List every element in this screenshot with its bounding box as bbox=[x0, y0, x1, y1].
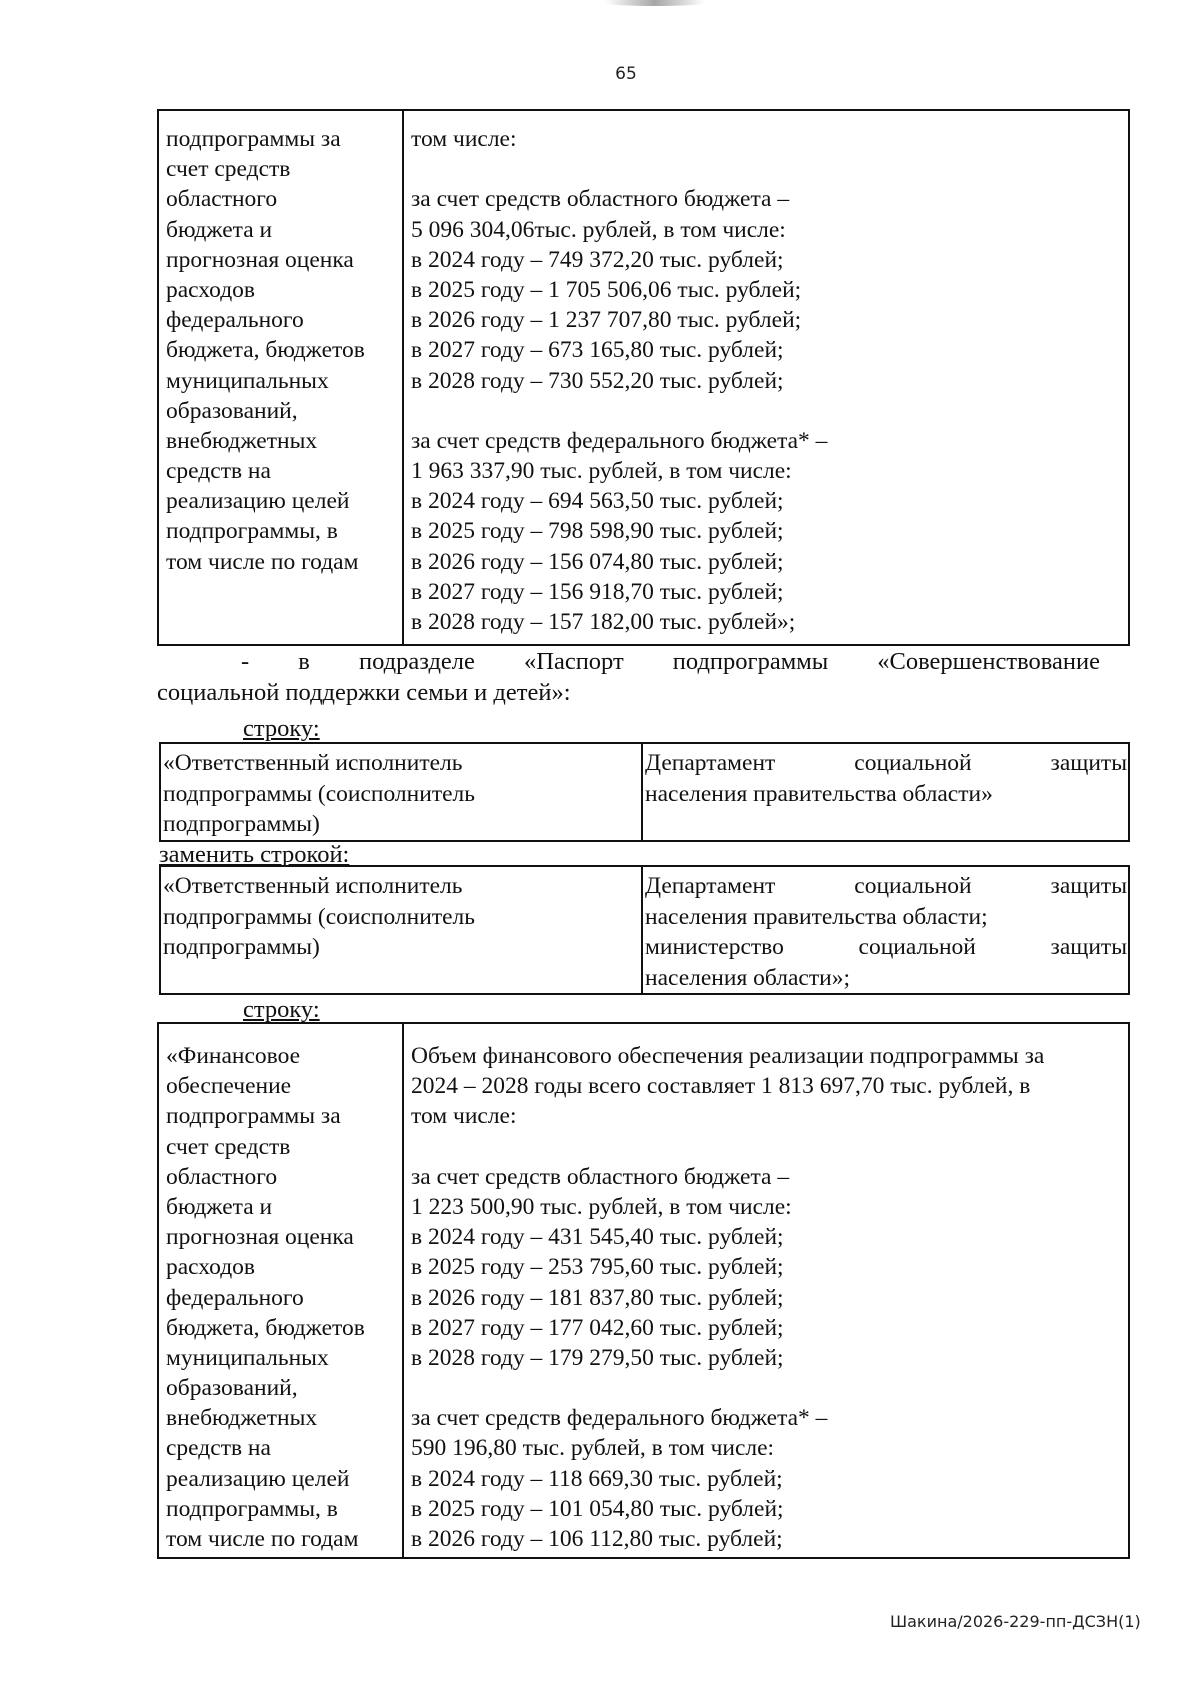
text-line: за счет средств федерального бюджета* – bbox=[411, 427, 828, 454]
text-line: расходов bbox=[166, 276, 256, 303]
executor-table-old bbox=[159, 742, 1130, 842]
text-line: населения области»; bbox=[645, 964, 850, 991]
table-row bbox=[158, 1023, 1129, 1558]
table-row bbox=[158, 110, 1129, 645]
text-line: счет средств bbox=[166, 1133, 291, 1160]
word: - bbox=[241, 648, 250, 675]
word: подпрограммы bbox=[672, 648, 829, 675]
label-replace-row: строку: bbox=[243, 715, 320, 742]
text-line: муниципальных bbox=[166, 367, 329, 394]
text-line: в 2025 году – 101 054,80 тыс. рублей; bbox=[411, 1495, 784, 1522]
text-line: внебюджетных bbox=[166, 427, 318, 454]
word: социальной bbox=[854, 873, 972, 899]
text-line: в 2026 году – 181 837,80 тыс. рублей; bbox=[411, 1284, 784, 1311]
text-line: 1 963 337,90 тыс. рублей, в том числе: bbox=[411, 458, 792, 485]
text-line: в 2027 году – 156 918,70 тыс. рублей; bbox=[411, 578, 784, 605]
text-line bbox=[411, 396, 1122, 426]
text-line: обеспечение bbox=[166, 1073, 292, 1100]
word: «Паспорт bbox=[524, 648, 624, 675]
text-line: бюджета и bbox=[166, 216, 273, 243]
text-line: в 2025 году – 798 598,90 тыс. рублей; bbox=[411, 518, 784, 545]
text-line: образований, bbox=[166, 397, 298, 424]
executor-value bbox=[642, 866, 1129, 994]
text-line: бюджета и bbox=[166, 1193, 273, 1220]
label-replace-with: заменить строкой: bbox=[159, 841, 350, 868]
table-row bbox=[160, 866, 1129, 994]
text-line: в 2024 году – 694 563,50 тыс. рублей; bbox=[411, 488, 784, 515]
text-line: за счет средств федерального бюджета* – bbox=[411, 1405, 828, 1432]
text-line bbox=[645, 932, 1127, 963]
word: защиты bbox=[1050, 750, 1127, 776]
text-line bbox=[645, 748, 1127, 779]
financing-row-values bbox=[403, 110, 1129, 645]
text-line: подпрограммы) bbox=[163, 811, 320, 837]
text-line: в 2026 году – 156 074,80 тыс. рублей; bbox=[411, 548, 784, 575]
text-line: в 2027 году – 177 042,60 тыс. рублей; bbox=[411, 1314, 784, 1341]
text-line: федерального bbox=[166, 1284, 304, 1311]
text-line: социальной поддержки семьи и детей»: bbox=[157, 679, 571, 706]
text-line: реализацию целей bbox=[166, 1465, 350, 1492]
text-line bbox=[645, 871, 1127, 902]
section-intro-paragraph bbox=[157, 646, 1100, 708]
text-line: населения правительства области; bbox=[645, 903, 988, 930]
text-line: подпрограммы, в bbox=[166, 518, 338, 545]
text-line: в 2028 году – 157 182,00 тыс. рублей»; bbox=[411, 609, 796, 635]
text-line: «Ответственный исполнитель bbox=[163, 873, 463, 899]
text-line: за счет средств областного бюджета – bbox=[411, 1163, 790, 1190]
text-line: том числе: bbox=[411, 126, 517, 152]
text-line: реализацию целей bbox=[166, 488, 350, 515]
text-line: в 2028 году – 730 552,20 тыс. рублей; bbox=[411, 367, 784, 394]
financing-table-previous bbox=[157, 109, 1130, 646]
text-line: в 2024 году – 431 545,40 тыс. рублей; bbox=[411, 1224, 784, 1251]
text-line: областного bbox=[166, 186, 278, 213]
word: в bbox=[298, 648, 310, 675]
financing-row-values bbox=[403, 1023, 1129, 1558]
word: Департамент bbox=[645, 750, 776, 776]
text-line bbox=[411, 1132, 1122, 1162]
text-line: федерального bbox=[166, 307, 304, 334]
word: «Совершенствование bbox=[877, 648, 1100, 675]
financing-row-label bbox=[158, 1023, 403, 1558]
text-line: том числе по годам bbox=[166, 1526, 359, 1552]
text-line: подпрограммы (соисполнитель bbox=[163, 780, 475, 807]
text-line: 590 196,80 тыс. рублей, в том числе: bbox=[411, 1435, 775, 1462]
text-line: «Финансовое bbox=[166, 1043, 301, 1069]
text-line: областного bbox=[166, 1163, 278, 1190]
text-line: средств на bbox=[166, 1435, 271, 1462]
text-line: населения правительства области» bbox=[645, 780, 993, 807]
text-line: «Ответственный исполнитель bbox=[163, 750, 463, 776]
document-code: Шакина/2026-229-пп-ДСЗН(1) bbox=[890, 1612, 1141, 1631]
text-line: за счет средств областного бюджета – bbox=[411, 186, 790, 213]
text-line: в 2026 году – 106 112,80 тыс. рублей; bbox=[411, 1526, 783, 1552]
text-line: подпрограммы (соисполнитель bbox=[163, 903, 475, 930]
text-line: в 2024 году – 118 669,30 тыс. рублей; bbox=[411, 1465, 783, 1492]
executor-label bbox=[160, 743, 642, 841]
word: защиты bbox=[1050, 873, 1127, 899]
word: министерство bbox=[645, 934, 784, 960]
text-line: 5 096 304,06тыс. рублей, в том числе: bbox=[411, 216, 786, 243]
text-line: подпрограммы, в bbox=[166, 1495, 338, 1522]
text-line: в 2025 году – 1 705 506,06 тыс. рублей; bbox=[411, 276, 802, 303]
text-line: в 2027 году – 673 165,80 тыс. рублей; bbox=[411, 337, 784, 364]
text-line: образований, bbox=[166, 1375, 298, 1402]
text-line: внебюджетных bbox=[166, 1405, 318, 1432]
text-line: Объем финансового обеспечения реализации подпрограммы за bbox=[411, 1043, 1045, 1069]
text-line: 2024 – 2028 годы всего составляет 1 813 697,70 тыс. рублей, в bbox=[411, 1073, 1031, 1100]
table-row bbox=[160, 743, 1129, 841]
executor-value bbox=[642, 743, 1129, 841]
financing-row-label bbox=[158, 110, 403, 645]
word: социальной bbox=[854, 750, 972, 776]
text-line: 1 223 500,90 тыс. рублей, в том числе: bbox=[411, 1193, 792, 1220]
text-line: бюджета, бюджетов bbox=[166, 1314, 365, 1341]
text-line: муниципальных bbox=[166, 1344, 329, 1371]
text-line: в 2025 году – 253 795,60 тыс. рублей; bbox=[411, 1254, 784, 1281]
text-line: подпрограммы за bbox=[166, 1103, 341, 1130]
financing-table bbox=[157, 1022, 1130, 1559]
executor-table-new bbox=[159, 865, 1130, 995]
text-line: в 2024 году – 749 372,20 тыс. рублей; bbox=[411, 246, 784, 273]
text-line: подпрограммы за bbox=[166, 126, 341, 152]
text-line: прогнозная оценка bbox=[166, 246, 354, 273]
text-line bbox=[411, 154, 1122, 184]
text-line bbox=[411, 1373, 1122, 1403]
text-line: в 2028 году – 179 279,50 тыс. рублей; bbox=[411, 1344, 784, 1371]
text-line: том числе по годам bbox=[166, 548, 359, 575]
text-line: средств на bbox=[166, 458, 271, 485]
text-line: в 2026 году – 1 237 707,80 тыс. рублей; bbox=[411, 307, 802, 334]
executor-label bbox=[160, 866, 642, 994]
scan-artifact bbox=[605, 0, 705, 6]
word: подразделе bbox=[358, 648, 475, 675]
text-line: расходов bbox=[166, 1254, 256, 1281]
text-line: том числе: bbox=[411, 1103, 517, 1130]
text-line: бюджета, бюджетов bbox=[166, 337, 365, 364]
text-line bbox=[157, 646, 1100, 677]
word: Департамент bbox=[645, 873, 776, 899]
text-line: счет средств bbox=[166, 156, 291, 183]
word: защиты bbox=[1050, 934, 1127, 960]
text-line: подпрограммы) bbox=[163, 934, 320, 960]
text-line: прогнозная оценка bbox=[166, 1224, 354, 1251]
page-number: 65 bbox=[615, 64, 637, 84]
label-replace-row: строку: bbox=[243, 996, 320, 1023]
word: социальной bbox=[858, 934, 976, 960]
